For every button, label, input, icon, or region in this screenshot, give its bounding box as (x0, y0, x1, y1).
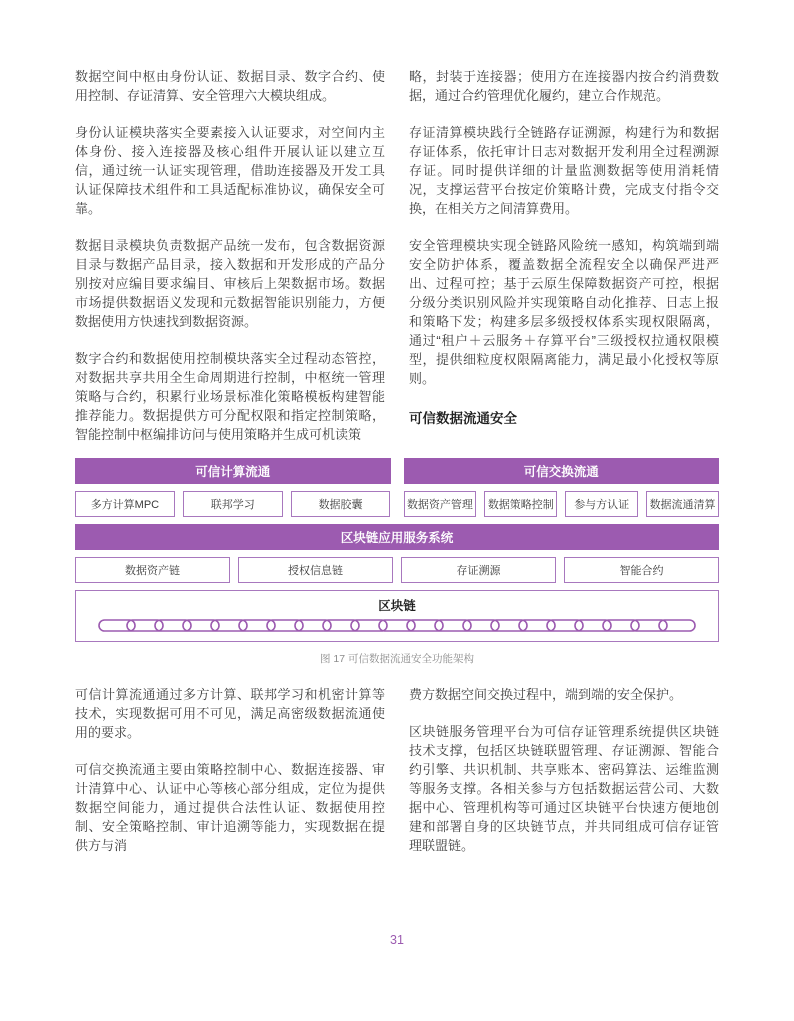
blockchain-chain-icon (88, 618, 706, 633)
bottom-text-section (75, 686, 719, 856)
top-text-section (75, 68, 719, 444)
trusted-compute-items (75, 491, 391, 517)
diagram-box-smart-contract: 智能合约 (564, 557, 719, 583)
paragraph: 数据空间中枢由身份认证、数据目录、数字合约、使用控制、存证清算、安全管理六大模块组成。 (75, 69, 385, 103)
bottom-right-column (409, 686, 719, 856)
diagram-box-federated-learning: 联邦学习 (183, 491, 283, 517)
figure-caption: 图 17 可信数据流通安全功能架构 (319, 653, 474, 666)
blockchain-label: 区块链 (378, 599, 416, 614)
paragraph: 存证清算模块践行全链路存证溯源，构建行为和数据存证体系，依托审计日志对数据开发利用全过程溯源存证。同时提供详细的计量监测数据等使用消耗情况，支撑运营平台按定价策略计费，完成支付指令交换，在相关方之间清算费用。 (409, 124, 719, 216)
diagram-box-participant-auth: 参与方认证 (565, 491, 638, 517)
diagram-box-data-policy-control: 数据策略控制 (484, 491, 557, 517)
paragraph: 身份认证模块落实全要素接入认证要求，对空间内主体身份、接入连接器及核心组件开展认证以建立互信，通过统一认证实现管理，借助连接器及开发工具认证保障技术组件和工具适配标准协议，确保安全可靠。 (75, 124, 385, 216)
paragraph: 可信交换流通主要由策略控制中心、数据连接器、审计清算中心、认证中心等核心部分组成，定位为提供数据空间能力，通过提供合法性认证、数据使用控制、安全策略控制、审计追溯等能力，实现数据在提供方与消 (75, 762, 385, 854)
diagram-box-data-capsule: 数据胶囊 (291, 491, 391, 517)
paragraph: 安全管理模块实现全链路风险统一感知，构筑端到端安全防护体系，覆盖数据全流程安全以确保严进严出、过程可控；基于云原生保障数据资产可控，根据分级分类识别风险并实现策略自动化推荐、日志上报和策略下发；构建多层多级授权体系实现权限隔离，通过“租户＋云服务＋存算平台”三级授权拉通权限模型，提供细粒度权限隔离能力，满足最小化授权等原则。 (409, 237, 719, 386)
paragraph: 略，封装于连接器；使用方在连接器内按合约消费数据，通过合约管理优化履约，建立合作规范。 (409, 69, 719, 103)
page-number: 31 (390, 933, 404, 947)
paragraph: 数据目录模块负责数据产品统一发布，包含数据资源目录与数据产品目录，接入数据和开发形成的产品分别按对应编目要求编目、审核后上架数据市场。数据市场提供数据语义发现和元数据智能识别能力，方便数据使用方快速找到数据资源。 (75, 237, 385, 329)
paragraph: 可信计算流通通过多方计算、联邦学习和机密计算等技术，实现数据可用不可见，满足高密级数据流通使用的要求。 (75, 687, 385, 741)
diagram-header-trusted-exchange: 可信交换流通 (404, 458, 720, 484)
paragraph: 区块链服务管理平台为可信存证管理系统提供区块链技术支撑，包括区块链联盟管理、存证溯源、智能合约引擎、共识机制、共享账本、密码算法、运维监测等服务支撑。各相关参与方包括数据运营公司、大数据中心、管理机构等可通过区块链平台快速方便地创建和部署自身的区块链节点，并共同组成可信存证管理联盟链。 (409, 724, 719, 854)
diagram-items-row (75, 491, 719, 517)
diagram-box-data-asset-chain: 数据资产链 (75, 557, 230, 583)
blockchain-box (75, 590, 719, 642)
diagram-box-mpc: 多方计算MPC (75, 491, 175, 517)
diagram-header-trusted-compute: 可信计算流通 (75, 458, 391, 484)
diagram-header-row (75, 458, 719, 484)
paragraph: 数字合约和数据使用控制模块落实全过程动态管控，对数据共享共用全生命周期进行控制，中枢统一管理策略与合约，积累行业场景标准化策略模板构建智能推荐能力。数据提供方可分配权限和指定控制策略，智能控制中枢编排访问与使用策略并生成可机读策 (75, 350, 385, 442)
top-right-column (409, 68, 719, 444)
diagram-box-flow-clearing: 数据流通清算 (646, 491, 719, 517)
bottom-left-column (75, 686, 385, 856)
top-left-column (75, 68, 385, 444)
architecture-diagram (75, 458, 719, 666)
diagram-box-evidence-trace: 存证溯源 (401, 557, 556, 583)
diagram-box-authorization-chain: 授权信息链 (238, 557, 393, 583)
paragraph: 费方数据空间交换过程中，端到端的安全保护。 (409, 687, 683, 703)
diagram-box-data-asset-mgmt: 数据资产管理 (404, 491, 477, 517)
diagram-header-blockchain-services: 区块链应用服务系统 (75, 524, 719, 550)
trusted-exchange-items (404, 491, 720, 517)
section-heading: 可信数据流通安全 (409, 410, 517, 426)
blockchain-items-row (75, 557, 719, 583)
